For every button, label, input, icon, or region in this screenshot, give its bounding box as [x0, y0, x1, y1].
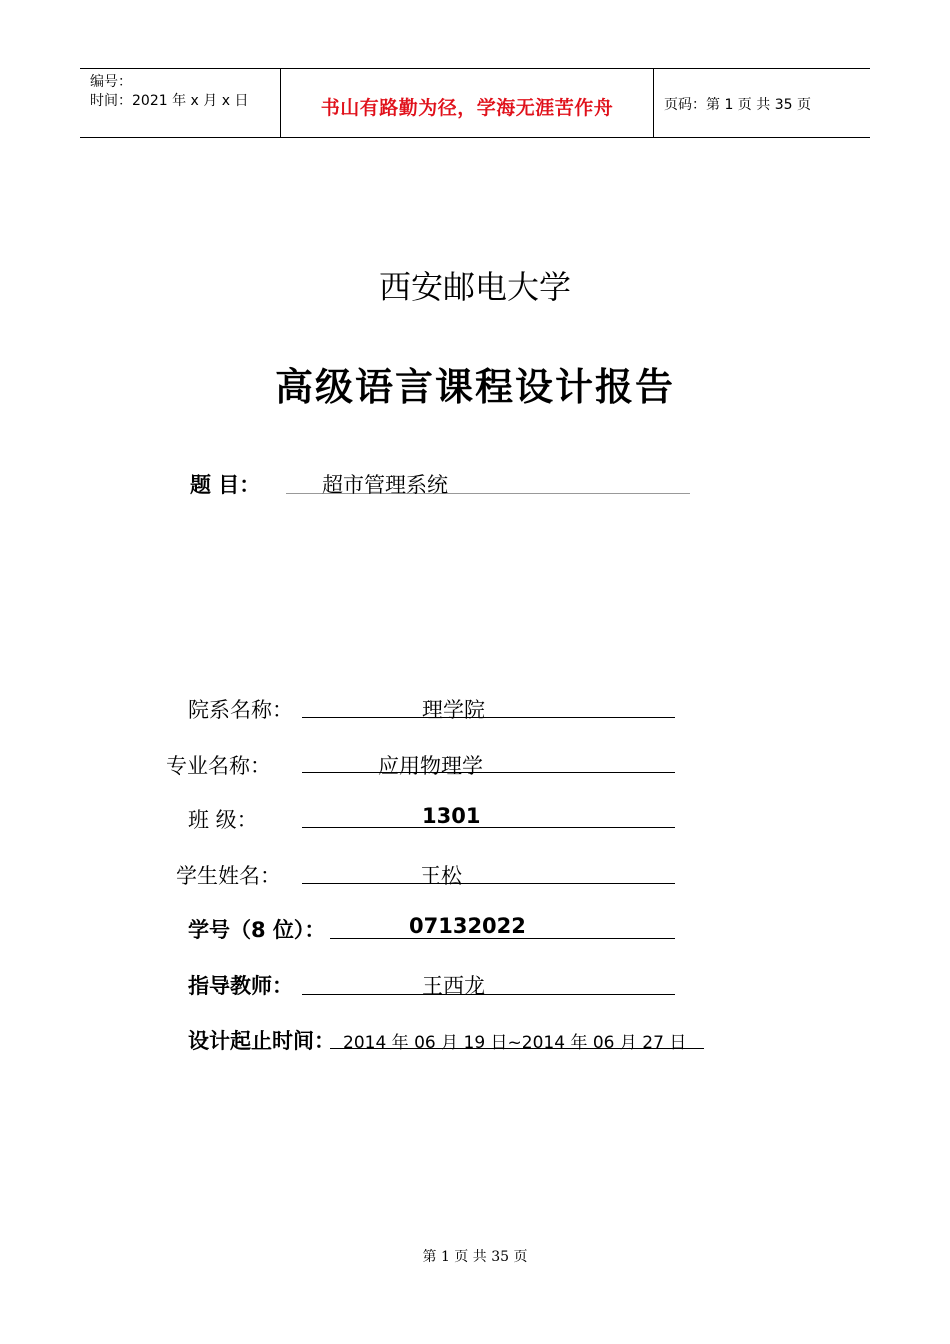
topic-value: 超市管理系统: [322, 473, 448, 497]
period-label: 设计起止时间：: [188, 1029, 335, 1053]
header-page-number: 页码：第 1 页 共 35 页: [664, 97, 811, 113]
department-value: 理学院: [422, 698, 485, 722]
topic-label: 题 目：: [190, 473, 261, 497]
footer-page-number: 第 1 页 共 35 页: [422, 1249, 528, 1265]
motto-text: 书山有路勤为径，学海无涯苦作舟: [320, 97, 614, 119]
time-text: 时间：2021 年 x 月 x 日: [90, 93, 249, 109]
student-id-label: 学号（8 位）：: [188, 918, 326, 942]
advisor-label: 指导教师：: [188, 974, 293, 998]
major-underline: [302, 772, 675, 773]
department-label: 院系名称：: [188, 698, 293, 722]
student-id-value: 07132022: [409, 914, 526, 938]
header-page-cell: [654, 69, 870, 137]
student-name-value: 王松: [420, 864, 462, 888]
major-value: 应用物理学: [378, 754, 483, 778]
header-meta-cell: [80, 69, 281, 137]
class-value: 1301: [422, 804, 481, 828]
student-id-underline: [330, 938, 675, 939]
report-title: 高级语言课程设计报告: [274, 365, 675, 409]
number-label: 编号：: [90, 74, 132, 90]
student-name-label: 学生姓名：: [176, 864, 281, 888]
department-underline: [302, 717, 675, 718]
student-name-underline: [302, 883, 675, 884]
class-label: 班 级：: [188, 808, 258, 832]
header-motto-cell: [281, 69, 654, 137]
advisor-underline: [302, 994, 675, 995]
period-value: 2014 年 06 月 19 日~2014 年 06 月 27 日: [343, 1033, 687, 1053]
major-label: 专业名称：: [166, 754, 271, 778]
university-name: 西安邮电大学: [378, 268, 571, 306]
advisor-value: 王西龙: [422, 974, 485, 998]
class-underline: [302, 827, 675, 828]
document-header: [80, 68, 870, 138]
